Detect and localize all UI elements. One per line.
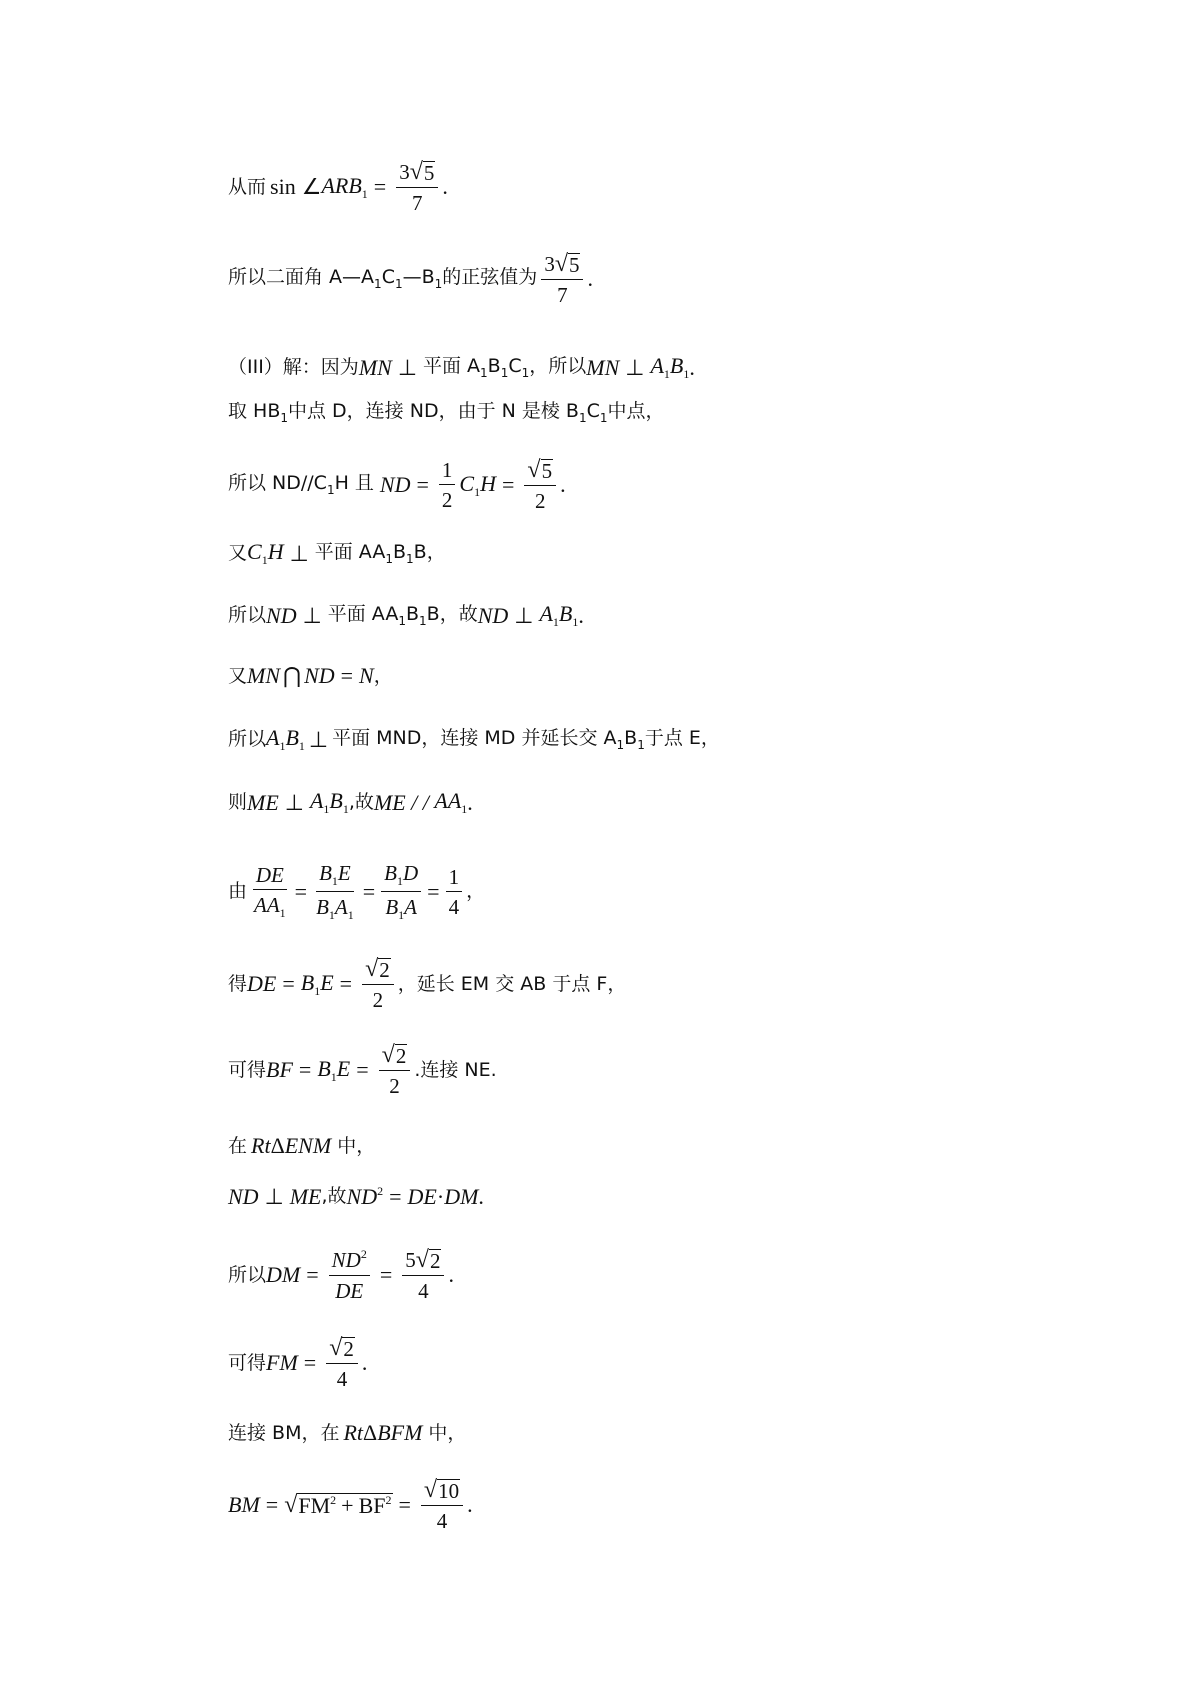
equals: = [373,174,387,200]
equals: = [356,1057,369,1083]
text: ,故 [348,791,374,813]
math-bfm: BFM [377,1420,423,1445]
line-fm [228,1336,367,1390]
math-nd2: $ND^2$ [346,1184,384,1209]
math-nd: ND [266,602,297,628]
math-mn: MN [358,354,392,380]
text: 又 [228,664,248,687]
period: . [467,789,473,815]
math-aa1: $AA_1$ [434,788,468,816]
text: 所以 $ND//C_1H$ 且 [228,472,374,498]
line-nd-half [228,458,566,512]
text: 又 [228,542,248,564]
equals: = [398,1492,411,1518]
equals: = [265,1492,279,1518]
math-mn: MN [586,354,620,380]
period: . [578,602,584,628]
period: . [448,1262,454,1288]
text: 平面 $AA_1B_1B$， [314,540,446,566]
text: 所以 [228,604,267,626]
math-fm: FM [266,1350,298,1376]
perp: ⊥ [289,540,309,566]
triangle: Δ [363,1420,378,1445]
perp: ⊥ [514,602,534,628]
period: . [689,354,695,380]
equals: = [340,663,354,688]
fraction: 3 √ 5 7 [396,160,438,214]
text: 平面 $A_1B_1C_1$，所以 [422,354,587,380]
text: （III）解：因为 [228,356,359,378]
period: . [361,1350,368,1376]
line-dm [228,1248,454,1302]
fraction: $\frac{B_1E}{B_1A_1}$ [316,861,354,922]
period: . [467,1492,473,1518]
math-enm: ENM [284,1133,332,1158]
fraction: $\frac{B_1D}{B_1A}$ [381,862,421,921]
math-mn: MN [247,663,281,688]
angle-symbol: ∠ [301,174,322,200]
text: 由 [228,880,248,903]
line-bm [228,1478,473,1532]
text: 中， [331,1134,376,1157]
equals: = [282,971,295,997]
comma: ， [373,664,393,687]
text: 所以 [228,728,267,750]
period: . [587,266,593,292]
math-de: DE [407,1183,437,1209]
text: 从而 [228,175,267,198]
math-bf: BF [266,1057,293,1083]
text: 连接 BM，在 [228,1421,340,1444]
period: . [478,1183,484,1209]
line-a1b1-perp-mnd [228,727,720,752]
equals: = [339,971,353,997]
line-nd-squared [228,1185,484,1208]
text: 可得 [228,1058,267,1081]
text: 取 $HB_1$中点 D，连接 ND，由于 N 是棱 $B_1C_1$中点， [228,400,665,425]
math-c1h: $C_1H$ [459,470,496,499]
math-nd: ND [477,602,509,628]
equals: = [416,472,429,498]
text: 所以二面角 $A—A_1C_1—B_1$的正弦值为 [228,266,538,292]
math-dm: DM [444,1183,479,1209]
perp: ⊥ [397,354,417,380]
line-ratio [228,862,485,921]
perp: ⊥ [284,789,304,815]
math-c1h: $C_1H$ [247,539,284,567]
angle-name: $ARB_1$ [321,172,368,201]
period: . [560,472,566,498]
line-de-b1e [228,957,626,1011]
text: 中， [422,1421,467,1444]
text: 可得 [228,1351,267,1374]
perp: ⊥ [308,726,329,752]
text: 平面 $AA_1B_1B$，故 [327,602,478,628]
math-bm: BM [228,1492,260,1518]
perp: ⊥ [625,354,645,380]
perp: ⊥ [302,602,322,628]
fraction: $\frac{DE}{AA_1}$ [254,862,286,920]
math-nd: ND [304,663,335,688]
comma: ， [466,880,486,903]
equals: = [303,1350,317,1376]
math-dm: DM [266,1262,301,1288]
text: 则 [228,791,248,813]
equals: = [294,878,308,904]
text: ,故 [321,1185,347,1207]
math-me: ME [289,1183,322,1209]
cap: ⋂ [283,663,302,688]
math-a1b1: $A_1B_1$ [539,601,579,629]
fraction: √ 2 4 [326,1336,358,1390]
equals: = [298,1057,312,1083]
fraction: √ 2 2 [362,957,394,1011]
equals: = [306,1262,319,1288]
fraction: 3 √ 5 7 [541,252,583,306]
equals: = [362,878,376,904]
line-intersection [228,665,393,687]
math-b1e: $B_1E$ [300,969,334,998]
math-me: ME [247,789,279,815]
math-b1e: $B_1E$ [317,1055,351,1084]
line-nd-perp [228,603,584,628]
math-rt: Rt [251,1133,271,1158]
equals: = [501,472,515,498]
line-part-iii [228,355,695,380]
math-nd: ND [379,472,411,498]
line-c1h-perp [228,541,446,566]
math-a1b1: $A_1B_1$ [650,353,690,381]
radical-sum: √ $FM^2 + BF^2$ [284,1492,392,1519]
triangle: Δ [270,1133,285,1158]
line-midpoint-d [228,402,665,424]
math-me: ME [373,789,406,815]
fraction: $\frac{1}{4}$ [446,866,463,918]
line-me-perp [228,790,473,815]
math-a1b1: $A_1B_1$ [266,725,305,753]
fraction: 5 √ 2 4 [402,1248,444,1302]
equals: = [427,878,440,904]
equals: = [389,1183,402,1209]
equals: = [379,1262,393,1288]
math-de: DE [247,971,277,997]
math-a1b1: $A_1B_1$ [309,788,349,816]
fraction: √ 10 4 [421,1478,463,1532]
parallel: / / [405,789,435,815]
text: ，延长 EM 交 AB 于点 F， [397,972,627,995]
line-in-enm [228,1135,375,1157]
period: . [442,174,448,200]
text: .连接 NE. [414,1058,497,1081]
fraction: $\frac{ND^2}{DE}$ [329,1248,370,1301]
text: 在 [228,1134,248,1157]
text: 平面 MND，连接 MD 并延长交 $A_1B_1$于点 E， [332,726,720,752]
line-dihedral-sine [228,252,593,306]
math-nd: ND [228,1183,259,1209]
dot: · [436,1183,445,1209]
perp: ⊥ [264,1183,284,1209]
text: 所以 [228,1263,267,1286]
fraction: √ 2 2 [379,1043,411,1097]
fraction-half: $\frac{1}{2}$ [439,459,456,511]
math-n: N [359,663,374,688]
math-rt: Rt [343,1420,364,1445]
line-bf-b1e [228,1043,497,1097]
line-sin-arb1 [228,160,448,214]
text: 得 [228,972,248,995]
sin-fn: sin [270,174,296,200]
line-in-bfm [228,1422,466,1444]
fraction: √ 5 2 [524,458,556,512]
